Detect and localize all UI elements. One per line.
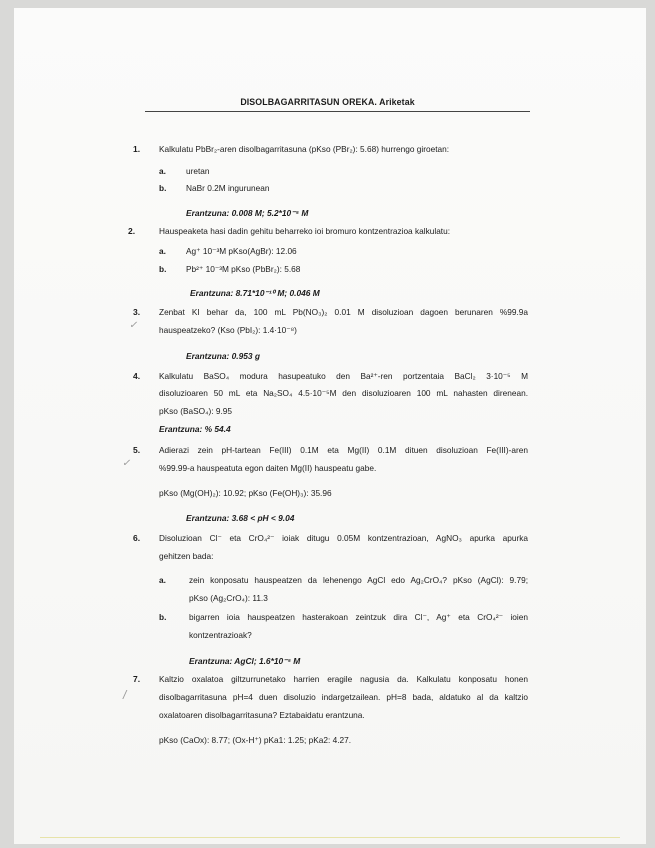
problem-2-text: Hauspeaketa hasi dadin gehitu beharreko ioi bromuro kontzentrazioa kalkulatu: [159, 226, 451, 236]
problem-3-answer: Erantzuna: 0.953 g [186, 351, 261, 361]
problem-2a-text: Ag⁺ 10⁻³M pKso(AgBr): 12.06 [186, 246, 297, 256]
problem-6b-text-line-2: kontzentrazioak? [189, 630, 252, 640]
problem-4-text-line-2: disoluzioaren 50 mL eta Na₂SO₄ 4.5·10⁻⁵M den disoluzioaren 100 mL nahasten direnean. [159, 388, 528, 398]
check-mark-icon: ✓ [129, 320, 138, 331]
problem-1-number: 1. [133, 144, 141, 154]
check-mark-icon: / [123, 688, 127, 702]
problem-2b-text: Pb²⁺ 10⁻³M pKso (PbBr₂): 5.68 [186, 264, 301, 274]
problem-3-text-line-1: Zenbat KI behar da, 100 mL Pb(NO₃)₂ 0.01 M disoluzioan dagoen berunaren %99.9a [159, 307, 528, 317]
problem-6-answer: Erantzuna: AgCl; 1.6*10⁻⁵ M [189, 656, 301, 666]
problem-1-answer: Erantzuna: 0.008 M; 5.2*10⁻⁵ M [186, 208, 309, 218]
problem-1b-label: b. [159, 183, 167, 193]
problem-6a-text-line-2: pKso (Ag₂CrO₄): 11.3 [189, 593, 268, 603]
problem-4-number: 4. [133, 371, 141, 381]
problem-6b-text-line-1: bigarren ioia hauspeatzen hasterakoan zeintzuk dira Cl⁻, Ag⁺ eta CrO₄²⁻ ioien [189, 612, 528, 622]
problem-5-text-line-1: Adierazi zein pH-tartean Fe(III) 0.1M eta Mg(II) 0.1M dituen disoluzioan Fe(III)-aren [159, 445, 528, 455]
problem-4-text-line-3: pKso (BaSO₄): 9.95 [159, 406, 233, 416]
document-title: DISOLBAGARRITASUN OREKA. Ariketak [240, 97, 415, 107]
title-underline [145, 111, 530, 112]
problem-1a-text: uretan [186, 166, 210, 176]
problem-2b-label: b. [159, 264, 167, 274]
problem-1b-text: NaBr 0.2M ingurunean [186, 183, 270, 193]
problem-6a-label: a. [159, 575, 166, 585]
check-mark-icon: ✓ [122, 458, 131, 469]
problem-1-text: Kalkulatu PbBr₂-aren disolbagarritasuna (pKso (PBr₂): 5.68) hurrengo giroetan: [159, 144, 450, 154]
problem-6b-label: b. [159, 612, 167, 622]
problem-5-number: 5. [133, 445, 141, 455]
problem-6-number: 6. [133, 533, 141, 543]
problem-2-answer: Erantzuna: 8.71*10⁻¹⁰ M; 0.046 M [190, 288, 320, 298]
problem-4-answer: Erantzuna: % 54.4 [159, 424, 231, 434]
problem-5-text-line-3: pKso (Mg(OH)₂): 10.92; pKso (Fe(OH)₃): 35.96 [159, 488, 332, 498]
problem-3-text-line-2: hauspeatzeko? (Kso (PbI₂): 1.4·10⁻⁸) [159, 325, 297, 335]
problem-4-text-line-1: Kalkulatu BaSO₄ modura hasupeatuko den Ba²⁺-ren portzentaia BaCl₂ 3·10⁻⁵ M [159, 371, 528, 381]
page-edge-line [40, 837, 620, 838]
problem-6a-text-line-1: zein konposatu hauspeatzen da lehenengo AgCl edo Ag₂CrO₄? pKso (AgCl): 9.79; [189, 575, 528, 585]
problem-7-text-line-3: oxalatoaren disolbagarritasuna? Eztabaidatu erantzuna. [159, 710, 365, 720]
problem-1a-label: a. [159, 166, 166, 176]
problem-3-number: 3. [133, 307, 141, 317]
problem-7-number: 7. [133, 674, 141, 684]
problem-6-text-line-2: gehitzen bada: [159, 551, 214, 561]
problem-7-text-line-4: pKso (CaOx): 8.77; (Ox-H⁺) pKa1: 1.25; pKa2: 4.27. [159, 735, 352, 745]
problem-2-number: 2. [128, 226, 136, 236]
problem-5-text-line-2: %99.99-a hauspeatuta egon daiten Mg(II) hauspeatu gabe. [159, 463, 377, 473]
problem-5-answer: Erantzuna: 3.68 < pH < 9.04 [186, 513, 295, 523]
problem-6-text-line-1: Disoluzioan Cl⁻ eta CrO₄²⁻ ioiak ditugu 0.05M kontzentrazioan, AgNO₃ apurka apurka [159, 533, 528, 543]
problem-7-text-line-1: Kaltzio oxalatoa giltzurrunetako harrien eragile nagusia da. Kalkulatu konposatu honen [159, 674, 528, 684]
problem-2a-label: a. [159, 246, 166, 256]
problem-7-text-line-2: disolbagarritasuna pH=4 duen disoluzio indargetzailean. pH=8 bada, aldatuko al da kaltzio [159, 692, 528, 702]
